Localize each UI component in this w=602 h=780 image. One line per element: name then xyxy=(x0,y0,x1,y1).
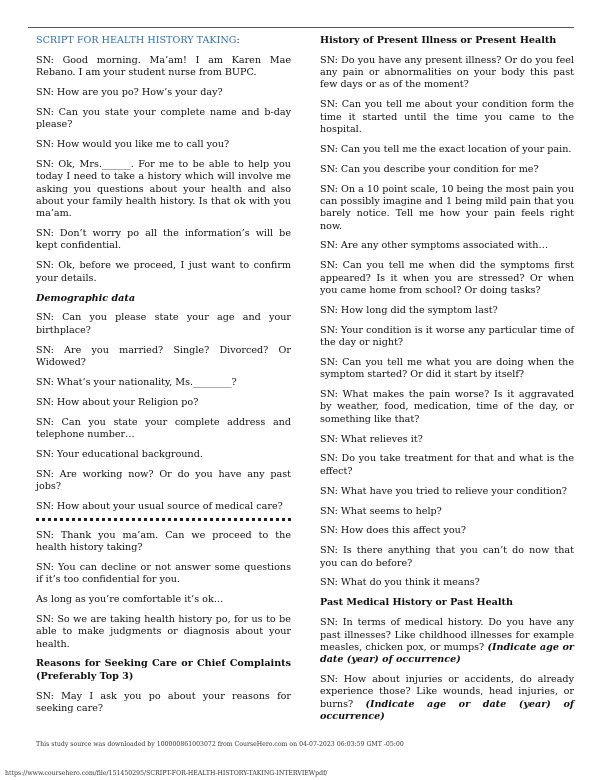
demographic-line: SN: Your educational background. xyxy=(36,448,203,460)
intro-line: SN: How would you like me to call you? xyxy=(36,139,230,151)
reasons-question: SN: May I ask you po about your reasons for seeking care? xyxy=(36,690,291,714)
pmh-question-injury: SN: How about injuries or accidents, do already experience those? Like wounds, head injuries, or burns? (Indicate age or date (year) of occurrence) xyxy=(320,674,574,722)
after-line: SN: So we are taking health history po, for us to be able to make judgments or diagnosis about your health. xyxy=(36,613,291,650)
source-url: https://www.coursehero.com/file/151450295/SCRIPT-FOR-HEALTH-HISTORY-TAKING-INTERVIEWpdf/ xyxy=(5,770,328,777)
intro-line: SN: Can you state your complete name and b-day please? xyxy=(36,106,291,131)
hpi-line: SN: What makes the pain worse? Is it aggravated by weather, food, medication, time of the day, or something like that? xyxy=(320,389,574,425)
hpi-line: SN: On a 10 point scale, 10 being the most pain you can possibly imagine and 1 being mild pain that you barely notice. Tell me how your pain feels right now. xyxy=(320,183,574,232)
hpi-line: SN: Do you take treatment for that and what is the effect? xyxy=(320,453,574,477)
top-rule xyxy=(28,27,574,28)
hpi-line: SN: What relieves it? xyxy=(320,433,423,445)
hpi-line: SN: Can you tell me what you are doing when the symptom started? Or did it start by itself? xyxy=(320,356,574,381)
after-line: As long as you’re comfortable it’s ok… xyxy=(36,594,224,606)
document-title: SCRIPT FOR HEALTH HISTORY TAKING: xyxy=(36,35,240,46)
demographic-line: SN: Can you please state your age and your birthplace? xyxy=(36,312,291,336)
left-column xyxy=(36,35,291,723)
hpi-line: SN: Is there anything that you can’t do now that you can do before? xyxy=(320,545,574,569)
hpi-line: SN: Are any other symptoms associated with… xyxy=(320,240,549,252)
pmh-heading: Past Medical History or Past Health xyxy=(320,597,513,609)
hpi-line: SN: Your condition is it worse any particular time of the day or night? xyxy=(320,324,574,348)
hpi-line: SN: What have you tried to relieve your condition? xyxy=(320,485,567,497)
hpi-line: SN: How does this affect you? xyxy=(320,525,466,537)
dotted-divider xyxy=(36,518,291,521)
hpi-heading: History of Present Illness or Present Health xyxy=(320,35,557,46)
intro-line: SN: Ok, before we proceed, I just want to confirm your details. xyxy=(36,260,291,284)
after-line: SN: Thank you ma’am. Can we proceed to the health history taking? xyxy=(36,529,291,553)
demographic-line: SN: How about your usual source of medical care? xyxy=(36,500,283,512)
intro-line: SN: Ok, Mrs.______. For me to be able to help you today I need to take a history which will involve me asking you questions about your health and also about your family health history. Is that ok with you ma’am. xyxy=(36,159,291,220)
demographic-line: SN: How about your Religion po? xyxy=(36,396,199,408)
hpi-line: SN: Can you tell me the exact location of your pain. xyxy=(320,143,572,155)
demographic-line: SN: What’s your nationality, Ms.________? xyxy=(36,376,237,388)
hpi-line: SN: Can you describe your condition for me? xyxy=(320,163,539,175)
pmh-note: (Indicate age or date (year) of occurrence) xyxy=(320,641,574,666)
pmh-question-illness: SN: In terms of medical history. Do you have any past illnesses? Like childhood illnesses for example measles, chicken pox, or mumps? (Indicate age or date (year) of occurrence) xyxy=(320,617,574,666)
demographic-line: SN: Are you married? Single? Divorced? Or Widowed? xyxy=(36,344,291,368)
pmh-note: (Indicate age or date (year) of occurrence) xyxy=(320,698,574,722)
reasons-heading: Reasons for Seeking Care or Chief Complaints (Preferably Top 3) xyxy=(36,658,291,682)
hpi-line: SN: Do you have any present illness? Or do you feel any pain or abnormalities on your body this past few days or as of the moment? xyxy=(320,54,574,91)
hpi-line: SN: Can you tell me about your condition form the time it started until the time you came to the hospital. xyxy=(320,99,574,135)
hpi-line: SN: What seems to help? xyxy=(320,505,442,517)
download-notice: This study source was downloaded by 100000861003072 from CourseHero.com on 04-07-2023 06:03:59 GMT -05:00 xyxy=(36,741,404,748)
intro-line: SN: How are you po? How’s your day? xyxy=(36,87,223,99)
hpi-line: SN: How long did the symptom last? xyxy=(320,304,498,316)
demographic-line: SN: Are working now? Or do you have any past jobs? xyxy=(36,468,291,492)
intro-line: SN: Good morning. Ma’am! I am Karen Mae Rebano. I am your student nurse from BUPC. xyxy=(36,54,291,79)
hpi-line: SN: Can you tell me when did the symptoms first appeared? Is it when you are stressed? Or when you came home from school? Or doing tasks? xyxy=(320,260,574,296)
after-line: SN: You can decline or not answer some questions if it’s too confidential for you. xyxy=(36,561,291,586)
right-column xyxy=(320,35,574,731)
demographic-heading: Demographic data xyxy=(36,292,136,304)
demographic-line: SN: Can you state your complete address and telephone number… xyxy=(36,416,291,440)
hpi-line: SN: What do you think it means? xyxy=(320,577,480,589)
intro-line: SN: Don’t worry po all the information’s will be kept confidential. xyxy=(36,228,291,252)
